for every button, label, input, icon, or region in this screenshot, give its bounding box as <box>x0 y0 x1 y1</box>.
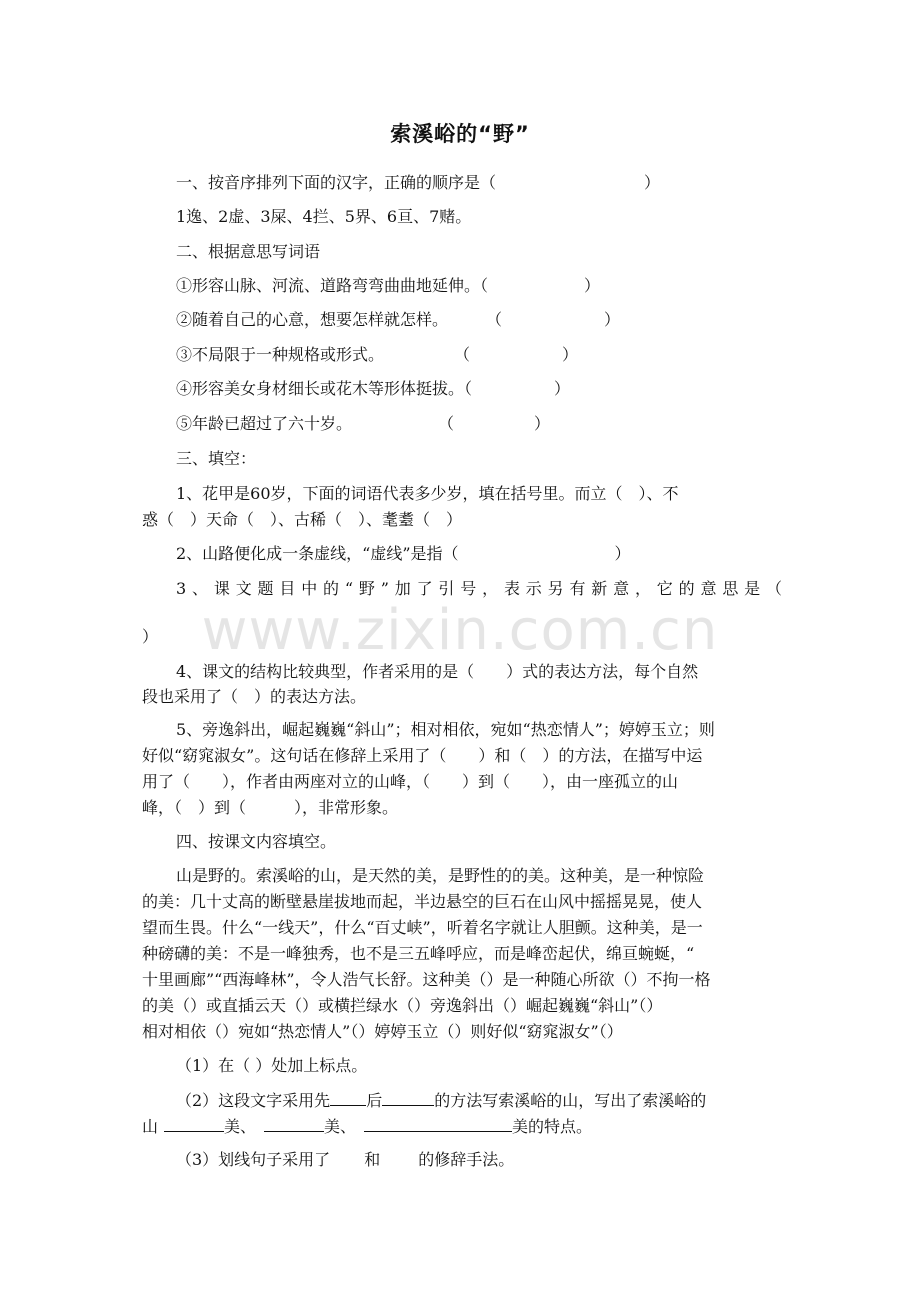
q2-close: ） <box>614 544 631 563</box>
section2-item-3 <box>176 342 816 368</box>
section1-heading-text: 一、按音序排列下面的汉字，正确的顺序是（ <box>176 173 497 192</box>
q2-text-a: （2）这段文字采用先 <box>176 1091 331 1110</box>
q1-line1: 1、花甲是60岁，下面的词语代表多少岁，填在括号里。而立（ ）、不 <box>176 484 679 503</box>
para-line-5: 十里画廊”“西海峰林”，令人浩气长舒。这种美（）是一种随心所欲（）不拘一格 <box>142 970 711 989</box>
underline-blank <box>164 1113 224 1132</box>
q2-text-d: 山 <box>142 1117 159 1136</box>
q4-line1: 4、课文的结构比较典型，作者采用的是（ ）式的表达方法，每个自然 <box>176 662 699 681</box>
item-close: ） <box>604 310 621 329</box>
s4-q2-line1 <box>176 1087 816 1114</box>
para-line-1: 山是野的。索溪峪的山，是天然的美，是野性的的美。这种美，是一种惊险 <box>176 866 705 885</box>
q2-text-b: 后 <box>366 1091 383 1110</box>
s4-q2-line2 <box>142 1113 782 1140</box>
section2-item-2 <box>176 307 816 333</box>
item-close: ） <box>584 276 601 295</box>
item-text: ①形容山脉、河流、道路弯弯曲曲地延伸。（ <box>176 276 489 295</box>
q2-text-g: 美的特点。 <box>512 1117 593 1136</box>
q2-line <box>176 541 816 567</box>
section2-item-5 <box>176 411 816 437</box>
para-line-2: 的美：几十丈高的断壁悬崖拔地而起，半边悬空的巨石在山风中摇摇晃晃，使人 <box>142 892 703 911</box>
section2-heading: 二、根据意思写词语 <box>176 242 321 261</box>
para-line-7: 相对相依（）宛如“热恋情人”（）婷婷玉立（）则好似“窈窕淑女”（） <box>142 1022 623 1041</box>
q3-text-a: （3）划线句子采用了 <box>176 1150 331 1169</box>
underline-blank <box>364 1113 512 1132</box>
section3-heading: 三、填空： <box>176 449 257 468</box>
item-text: ③不局限于一种规格或形式。 <box>176 345 385 364</box>
q3-text-b: 和 <box>364 1150 381 1169</box>
para-line-4: 种磅礴的美：不是一峰独秀，也不是三五峰呼应，而是峰峦起伏，绵亘蜿蜒，“ <box>142 944 695 963</box>
watermark: www.zixin.com.cn <box>201 598 719 663</box>
underline-blank <box>264 1113 324 1132</box>
q1-line2: 惑（ ）天命（ ）、古稀（ ）、耄耋（ ） <box>142 510 463 529</box>
section1-chars: 1逸、2虚、3屎、4拦、5界、6亘、7赌。 <box>176 207 472 226</box>
item-text: ②随着自己的心意，想要怎样就怎样。 <box>176 310 449 329</box>
section4-heading: 四、按课文内容填空。 <box>176 832 337 851</box>
item-open: （ <box>438 414 455 433</box>
q2-text-c: 的方法写索溪峪的山，写出了索溪峪的 <box>434 1091 707 1110</box>
para-line-3: 望而生畏。什么“一线天”，什么“百丈峡”，听着名字就让人胆颤。这种美，是一 <box>142 918 703 937</box>
q3-text-c: 的修辞手法。 <box>418 1150 515 1169</box>
q4-line2: 段也采用了（ ）的表达方法。 <box>142 687 367 706</box>
item-close: ） <box>534 414 551 433</box>
item-text: ④形容美女身材细长或花木等形体挺拔。（ <box>176 379 473 398</box>
item-open: （ <box>454 345 471 364</box>
q3-line2: ） <box>142 627 159 646</box>
q5-line3: 用了（ ），作者由两座对立的山峰，（ ）到（ ），由一座孤立的山 <box>142 772 679 791</box>
item-text: ⑤年龄已超过了六十岁。 <box>176 414 353 433</box>
section1-heading-close: ） <box>644 173 661 192</box>
q5-line2: 好似“窈窕淑女”。这句话在修辞上采用了（ ）和（ ）的方法，在描写中运 <box>142 746 703 765</box>
underline-blank <box>330 1087 366 1106</box>
q5-line1: 5、旁逸斜出，崛起巍巍“斜山”；相对相依，宛如“热恋情人”；婷婷玉立；则 <box>176 720 715 739</box>
q2-text: 2、山路便化成一条虚线，“虚线”是指（ <box>176 544 459 563</box>
item-close: ） <box>562 345 579 364</box>
page-title: 索溪峪的“野” <box>390 122 530 146</box>
section1-heading <box>176 170 816 196</box>
section2-item-1 <box>176 273 816 299</box>
section2-item-4 <box>176 376 816 402</box>
q3-line1: 3、课文题目中的“野”加了引号，表示另有新意，它的意思是（ <box>176 579 782 598</box>
underline-blank <box>382 1087 434 1106</box>
para-line-6: 的美（）或直插云天（）或横拦绿水（）旁逸斜出（）崛起巍巍“斜山”（） <box>142 996 663 1015</box>
s4-q1: （1）在（ ）处加上标点。 <box>176 1056 368 1075</box>
q2-text-e: 美、 <box>224 1117 257 1136</box>
q2-text-f: 美、 <box>324 1117 357 1136</box>
item-close: ） <box>554 379 571 398</box>
item-open: （ <box>486 310 503 329</box>
s4-q3 <box>176 1147 816 1173</box>
q5-line4: 峰，（ ）到（ ），非常形象。 <box>142 798 399 817</box>
